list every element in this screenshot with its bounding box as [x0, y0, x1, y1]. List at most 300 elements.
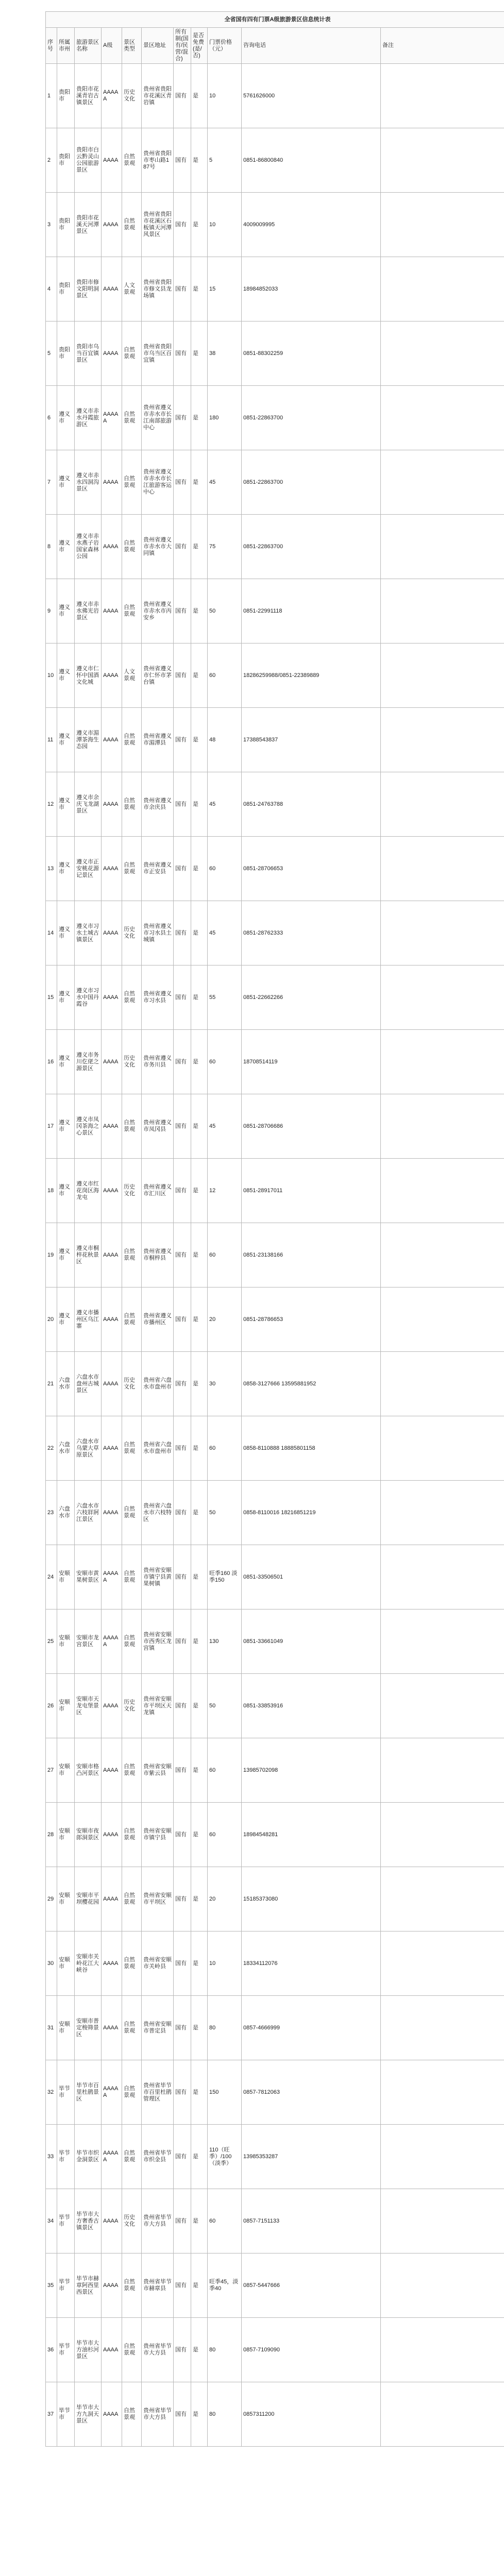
cell-price: 60 — [208, 1738, 242, 1803]
cell-ownership: 国有 — [174, 2060, 191, 2125]
cell-index: 1 — [46, 64, 57, 128]
spreadsheet — [45, 11, 504, 2447]
cell-price: 55 — [208, 965, 242, 1030]
cell-level: AAAAA — [102, 64, 122, 128]
cell-address: 贵州省安顺市平坝区天龙镇 — [142, 1674, 174, 1738]
cell-city: 遵义市 — [57, 901, 75, 965]
cell-type: 历史文化 — [122, 901, 142, 965]
cell-name: 贵阳市白云黔灵山公园旅游景区 — [75, 128, 102, 193]
cell-level: AAAA — [102, 1481, 122, 1545]
cell-level: AAAA — [102, 1867, 122, 1931]
cell-type: 历史文化 — [122, 64, 142, 128]
header-cell-name: 旅游景区名称 — [75, 28, 102, 64]
cell-free: 是 — [191, 1545, 208, 1609]
cell-city: 六盘水市 — [57, 1352, 75, 1416]
cell-price: 30 — [208, 1352, 242, 1416]
cell-level: AAAA — [102, 1223, 122, 1287]
cell-note — [381, 2189, 504, 2253]
cell-ownership: 国有 — [174, 1352, 191, 1416]
cell-address: 贵州省毕节市赫章县 — [142, 2253, 174, 2318]
cell-price: 5 — [208, 128, 242, 193]
table-row — [46, 1545, 504, 1609]
cell-name: 遵义市正安桃花源记景区 — [75, 837, 102, 901]
cell-city: 毕节市 — [57, 2060, 75, 2125]
cell-phone: 0851-33661049 — [242, 1609, 381, 1674]
table-row — [46, 1287, 504, 1352]
table-row — [46, 257, 504, 321]
cell-level: AAAA — [102, 772, 122, 837]
cell-phone: 15185373080 — [242, 1867, 381, 1931]
cell-address: 贵州省安顺市西秀区龙宫镇 — [142, 1609, 174, 1674]
cell-level: AAAA — [102, 1416, 122, 1481]
cell-index: 32 — [46, 2060, 57, 2125]
cell-index: 15 — [46, 965, 57, 1030]
header-cell-free: 是否免费(是/否) — [191, 28, 208, 64]
table-row — [46, 2318, 504, 2382]
cell-name: 毕节市百里杜鹃景区 — [75, 2060, 102, 2125]
cell-address: 贵州省安顺市镇宁县 — [142, 1803, 174, 1867]
cell-note — [381, 1674, 504, 1738]
cell-free: 是 — [191, 1481, 208, 1545]
table-row — [46, 2253, 504, 2318]
cell-free: 是 — [191, 1094, 208, 1159]
cell-city: 贵阳市 — [57, 257, 75, 321]
cell-address: 贵州省遵义市习水县 — [142, 965, 174, 1030]
cell-note — [381, 1352, 504, 1416]
cell-index: 16 — [46, 1030, 57, 1094]
cell-name: 安顺市普定梭筛景区 — [75, 1996, 102, 2060]
title-row — [46, 12, 504, 28]
cell-name: 遵义市习水中国丹霞谷 — [75, 965, 102, 1030]
cell-index: 18 — [46, 1159, 57, 1223]
header-cell-index: 序号 — [46, 28, 57, 64]
cell-name: 贵阳市修文阳明洞景区 — [75, 257, 102, 321]
cell-ownership: 国有 — [174, 1738, 191, 1803]
cell-level: AAAA — [102, 1352, 122, 1416]
cell-address: 贵州省遵义市习水县土城镇 — [142, 901, 174, 965]
cell-address: 贵州省遵义市凤冈县 — [142, 1094, 174, 1159]
cell-note — [381, 386, 504, 450]
cell-address: 贵州省贵阳市花溪区石板镇天河潭风景区 — [142, 193, 174, 257]
cell-free: 是 — [191, 257, 208, 321]
cell-city: 六盘水市 — [57, 1481, 75, 1545]
cell-free: 是 — [191, 1030, 208, 1094]
cell-ownership: 国有 — [174, 1481, 191, 1545]
cell-name: 遵义市赤水佛光岩景区 — [75, 579, 102, 643]
header-cell-phone: 咨询电话 — [242, 28, 381, 64]
cell-address: 贵州省毕节市百里杜鹃管理区 — [142, 2060, 174, 2125]
cell-type: 自然景观 — [122, 1094, 142, 1159]
cell-price: 60 — [208, 1030, 242, 1094]
cell-ownership: 国有 — [174, 1030, 191, 1094]
cell-phone: 0851-28706653 — [242, 837, 381, 901]
cell-name: 安顺市格凸河景区 — [75, 1738, 102, 1803]
cell-city: 贵阳市 — [57, 193, 75, 257]
table-row — [46, 772, 504, 837]
cell-free: 是 — [191, 515, 208, 579]
table-row — [46, 128, 504, 193]
cell-index: 6 — [46, 386, 57, 450]
cell-price: 80 — [208, 2318, 242, 2382]
cell-index: 26 — [46, 1674, 57, 1738]
cell-index: 5 — [46, 321, 57, 386]
cell-type: 自然景观 — [122, 1609, 142, 1674]
cell-name: 安顺市平坝樱花园 — [75, 1867, 102, 1931]
cell-price: 15 — [208, 257, 242, 321]
cell-name: 遵义市凤冈茶海之心景区 — [75, 1094, 102, 1159]
cell-free: 是 — [191, 1931, 208, 1996]
cell-note — [381, 579, 504, 643]
cell-ownership: 国有 — [174, 1545, 191, 1609]
cell-city: 毕节市 — [57, 2253, 75, 2318]
cell-phone: 0858-3127666 13595881952 — [242, 1352, 381, 1416]
cell-level: AAAA — [102, 1931, 122, 1996]
cell-address: 贵州省毕节市大方县 — [142, 2189, 174, 2253]
cell-ownership: 国有 — [174, 64, 191, 128]
cell-free: 是 — [191, 2253, 208, 2318]
header-cell-address: 景区地址 — [142, 28, 174, 64]
cell-index: 24 — [46, 1545, 57, 1609]
cell-index: 36 — [46, 2318, 57, 2382]
cell-type: 自然景观 — [122, 193, 142, 257]
cell-free: 是 — [191, 1223, 208, 1287]
cell-phone: 0851-28917011 — [242, 1159, 381, 1223]
cell-phone: 0851-22863700 — [242, 450, 381, 515]
cell-phone: 13985702098 — [242, 1738, 381, 1803]
table-row — [46, 1030, 504, 1094]
cell-free: 是 — [191, 965, 208, 1030]
cell-name: 遵义市余庆飞龙湖景区 — [75, 772, 102, 837]
cell-note — [381, 1609, 504, 1674]
cell-address: 贵州省遵义市播州区 — [142, 1287, 174, 1352]
cell-address: 贵州省毕节市织金县 — [142, 2125, 174, 2189]
cell-address: 贵州省遵义市桐梓县 — [142, 1223, 174, 1287]
cell-type: 自然景观 — [122, 965, 142, 1030]
table-row — [46, 2060, 504, 2125]
cell-city: 遵义市 — [57, 515, 75, 579]
cell-phone: 0851-28786653 — [242, 1287, 381, 1352]
cell-type: 历史文化 — [122, 1674, 142, 1738]
cell-address: 贵州省遵义市汇川区 — [142, 1159, 174, 1223]
cell-name: 遵义市务川仡佬之源景区 — [75, 1030, 102, 1094]
cell-address: 贵州省贵阳市枣山路187号 — [142, 128, 174, 193]
cell-note — [381, 1223, 504, 1287]
cell-type: 自然景观 — [122, 321, 142, 386]
cell-city: 六盘水市 — [57, 1416, 75, 1481]
cell-name: 毕节市赫章阿西里西景区 — [75, 2253, 102, 2318]
cell-index: 28 — [46, 1803, 57, 1867]
cell-phone: 0857-4666999 — [242, 1996, 381, 2060]
table-row — [46, 837, 504, 901]
cell-city: 遵义市 — [57, 772, 75, 837]
cell-free: 是 — [191, 579, 208, 643]
cell-address: 贵州省遵义市赤水市丙安乡 — [142, 579, 174, 643]
cell-free: 是 — [191, 1159, 208, 1223]
cell-type: 自然景观 — [122, 2125, 142, 2189]
cell-ownership: 国有 — [174, 1159, 191, 1223]
cell-ownership: 国有 — [174, 2382, 191, 2447]
cell-index: 17 — [46, 1094, 57, 1159]
cell-address: 贵州省遵义市务川县 — [142, 1030, 174, 1094]
table-row — [46, 965, 504, 1030]
cell-note — [381, 321, 504, 386]
cell-phone: 18286259988/0851-22389889 — [242, 643, 381, 708]
cell-level: AAAA — [102, 1030, 122, 1094]
cell-phone: 18984548281 — [242, 1803, 381, 1867]
cell-type: 自然景观 — [122, 1803, 142, 1867]
cell-phone: 0851-24763788 — [242, 772, 381, 837]
cell-type: 自然景观 — [122, 2318, 142, 2382]
cell-price: 20 — [208, 1867, 242, 1931]
cell-level: AAAA — [102, 1996, 122, 2060]
cell-name: 六盘水市盘州古城景区 — [75, 1352, 102, 1416]
header-cell-note: 备注 — [381, 28, 504, 64]
cell-index: 9 — [46, 579, 57, 643]
cell-level: AAAA — [102, 450, 122, 515]
cell-free: 是 — [191, 64, 208, 128]
header-row — [46, 28, 504, 64]
cell-ownership: 国有 — [174, 1223, 191, 1287]
cell-city: 安顺市 — [57, 1674, 75, 1738]
cell-city: 遵义市 — [57, 1223, 75, 1287]
cell-free: 是 — [191, 1352, 208, 1416]
cell-phone: 0851-22863700 — [242, 515, 381, 579]
cell-city: 毕节市 — [57, 2382, 75, 2447]
cell-ownership: 国有 — [174, 515, 191, 579]
cell-type: 自然景观 — [122, 772, 142, 837]
cell-ownership: 国有 — [174, 2189, 191, 2253]
table-row — [46, 708, 504, 772]
cell-phone: 0851-22991118 — [242, 579, 381, 643]
cell-index: 3 — [46, 193, 57, 257]
cell-price: 75 — [208, 515, 242, 579]
cell-level: AAAA — [102, 1738, 122, 1803]
table-title: 全省国有四有门票A级旅游景区信息统计表 — [46, 12, 504, 28]
cell-type: 人文景观 — [122, 643, 142, 708]
cell-free: 是 — [191, 708, 208, 772]
cell-type: 自然景观 — [122, 2382, 142, 2447]
cell-price: 50 — [208, 1674, 242, 1738]
cell-type: 自然景观 — [122, 837, 142, 901]
cell-ownership: 国有 — [174, 450, 191, 515]
cell-type: 自然景观 — [122, 2060, 142, 2125]
cell-phone: 0857-7151133 — [242, 2189, 381, 2253]
cell-address: 贵州省毕节市大方县 — [142, 2318, 174, 2382]
cell-city: 安顺市 — [57, 1545, 75, 1609]
cell-city: 遵义市 — [57, 1030, 75, 1094]
cell-phone: 0851-22662266 — [242, 965, 381, 1030]
table-row — [46, 2125, 504, 2189]
cell-phone: 4009009995 — [242, 193, 381, 257]
cell-address: 贵州省六盘水市盘州市 — [142, 1352, 174, 1416]
cell-phone: 0851-28706686 — [242, 1094, 381, 1159]
cell-level: AAAA — [102, 837, 122, 901]
table-row — [46, 579, 504, 643]
cell-price: 130 — [208, 1609, 242, 1674]
cell-price: 60 — [208, 837, 242, 901]
table-row — [46, 1609, 504, 1674]
cell-city: 毕节市 — [57, 2125, 75, 2189]
cell-city: 贵阳市 — [57, 64, 75, 128]
header-cell-ownership: 所有制(国有/民营/混合) — [174, 28, 191, 64]
cell-name: 安顺市夜郎洞景区 — [75, 1803, 102, 1867]
cell-ownership: 国有 — [174, 579, 191, 643]
cell-type: 历史文化 — [122, 1352, 142, 1416]
cell-note — [381, 901, 504, 965]
table-row — [46, 1481, 504, 1545]
cell-price: 48 — [208, 708, 242, 772]
scenic-area-table — [45, 11, 504, 2447]
cell-type: 历史文化 — [122, 1159, 142, 1223]
cell-level: AAAA — [102, 1159, 122, 1223]
table-row — [46, 321, 504, 386]
cell-level: AAAA — [102, 515, 122, 579]
cell-name: 安顺市黄果树景区 — [75, 1545, 102, 1609]
cell-level: AAAA — [102, 1674, 122, 1738]
cell-city: 遵义市 — [57, 708, 75, 772]
cell-name: 毕节市织金洞景区 — [75, 2125, 102, 2189]
cell-index: 22 — [46, 1416, 57, 1481]
cell-note — [381, 193, 504, 257]
cell-level: AAAA — [102, 965, 122, 1030]
cell-ownership: 国有 — [174, 386, 191, 450]
cell-city: 遵义市 — [57, 643, 75, 708]
cell-city: 遵义市 — [57, 386, 75, 450]
cell-address: 贵州省贵阳市花溪区青岩镇 — [142, 64, 174, 128]
cell-city: 安顺市 — [57, 1931, 75, 1996]
cell-level: AAAA — [102, 1287, 122, 1352]
cell-name: 遵义市仁怀中国酒文化城 — [75, 643, 102, 708]
table-row — [46, 643, 504, 708]
cell-name: 贵阳市乌当百宜镇景区 — [75, 321, 102, 386]
cell-ownership: 国有 — [174, 965, 191, 1030]
cell-index: 25 — [46, 1609, 57, 1674]
cell-address: 贵州省安顺市镇宁县黄果树镇 — [142, 1545, 174, 1609]
cell-address: 贵州省六盘水市六枝特区 — [142, 1481, 174, 1545]
cell-address: 贵州省安顺市普定县 — [142, 1996, 174, 2060]
cell-ownership: 国有 — [174, 2125, 191, 2189]
cell-price: 12 — [208, 1159, 242, 1223]
cell-type: 自然景观 — [122, 1867, 142, 1931]
cell-city: 遵义市 — [57, 579, 75, 643]
cell-index: 35 — [46, 2253, 57, 2318]
cell-address: 贵州省遵义市仁怀市茅台镇 — [142, 643, 174, 708]
cell-level: AAAA — [102, 901, 122, 965]
cell-address: 贵州省六盘水市盘州市 — [142, 1416, 174, 1481]
cell-type: 自然景观 — [122, 128, 142, 193]
cell-ownership: 国有 — [174, 708, 191, 772]
cell-note — [381, 2382, 504, 2447]
cell-address: 贵州省毕节市大方县 — [142, 2382, 174, 2447]
cell-ownership: 国有 — [174, 1416, 191, 1481]
cell-phone: 5761626000 — [242, 64, 381, 128]
cell-note — [381, 1738, 504, 1803]
table-row — [46, 1223, 504, 1287]
cell-price: 110（旺季）/100（淡季） — [208, 2125, 242, 2189]
table-row — [46, 1159, 504, 1223]
cell-price: 45 — [208, 450, 242, 515]
cell-price: 50 — [208, 579, 242, 643]
cell-free: 是 — [191, 2125, 208, 2189]
cell-phone: 17388543837 — [242, 708, 381, 772]
cell-ownership: 国有 — [174, 257, 191, 321]
cell-address: 贵州省遵义市余庆县 — [142, 772, 174, 837]
cell-ownership: 国有 — [174, 193, 191, 257]
cell-note — [381, 965, 504, 1030]
cell-address: 贵州省遵义市正安县 — [142, 837, 174, 901]
cell-price: 80 — [208, 1996, 242, 2060]
cell-name: 遵义市赤水丹霞旅游区 — [75, 386, 102, 450]
cell-phone: 0851-33506501 — [242, 1545, 381, 1609]
cell-level: AAAAA — [102, 386, 122, 450]
table-row — [46, 515, 504, 579]
cell-index: 10 — [46, 643, 57, 708]
cell-price: 45 — [208, 772, 242, 837]
cell-note — [381, 1287, 504, 1352]
cell-phone: 0857-5447666 — [242, 2253, 381, 2318]
cell-city: 遵义市 — [57, 1094, 75, 1159]
cell-note — [381, 257, 504, 321]
cell-note — [381, 1803, 504, 1867]
cell-level: AAAA — [102, 708, 122, 772]
cell-type: 自然景观 — [122, 1223, 142, 1287]
cell-level: AAAAA — [102, 1609, 122, 1674]
cell-note — [381, 1030, 504, 1094]
cell-index: 34 — [46, 2189, 57, 2253]
cell-index: 30 — [46, 1931, 57, 1996]
cell-city: 安顺市 — [57, 1867, 75, 1931]
cell-ownership: 国有 — [174, 772, 191, 837]
table-row — [46, 901, 504, 965]
cell-level: AAAA — [102, 257, 122, 321]
cell-note — [381, 64, 504, 128]
table-row — [46, 1996, 504, 2060]
cell-ownership: 国有 — [174, 643, 191, 708]
header-cell-city: 所属市州 — [57, 28, 75, 64]
cell-free: 是 — [191, 1287, 208, 1352]
table-row — [46, 64, 504, 128]
cell-price: 80 — [208, 2382, 242, 2447]
cell-level: AAAA — [102, 643, 122, 708]
cell-city: 遵义市 — [57, 450, 75, 515]
cell-index: 2 — [46, 128, 57, 193]
cell-type: 历史文化 — [122, 1030, 142, 1094]
cell-name: 遵义市赤水四洞沟景区 — [75, 450, 102, 515]
cell-level: AAAA — [102, 2253, 122, 2318]
cell-note — [381, 2125, 504, 2189]
cell-price: 60 — [208, 1223, 242, 1287]
cell-price: 10 — [208, 1931, 242, 1996]
cell-price: 60 — [208, 2189, 242, 2253]
cell-type: 自然景观 — [122, 2253, 142, 2318]
cell-city: 贵阳市 — [57, 321, 75, 386]
cell-level: AAAA — [102, 321, 122, 386]
cell-ownership: 国有 — [174, 1609, 191, 1674]
table-row — [46, 386, 504, 450]
cell-type: 历史文化 — [122, 2189, 142, 2253]
cell-free: 是 — [191, 2060, 208, 2125]
cell-name: 安顺市关岭花江大峡谷 — [75, 1931, 102, 1996]
cell-name: 安顺市天龙屯堡景区 — [75, 1674, 102, 1738]
cell-index: 11 — [46, 708, 57, 772]
cell-index: 27 — [46, 1738, 57, 1803]
cell-phone: 13985353287 — [242, 2125, 381, 2189]
cell-ownership: 国有 — [174, 1803, 191, 1867]
cell-address: 贵州省遵义市赤水市大同镇 — [142, 515, 174, 579]
cell-free: 是 — [191, 2382, 208, 2447]
cell-index: 33 — [46, 2125, 57, 2189]
cell-price: 60 — [208, 1416, 242, 1481]
